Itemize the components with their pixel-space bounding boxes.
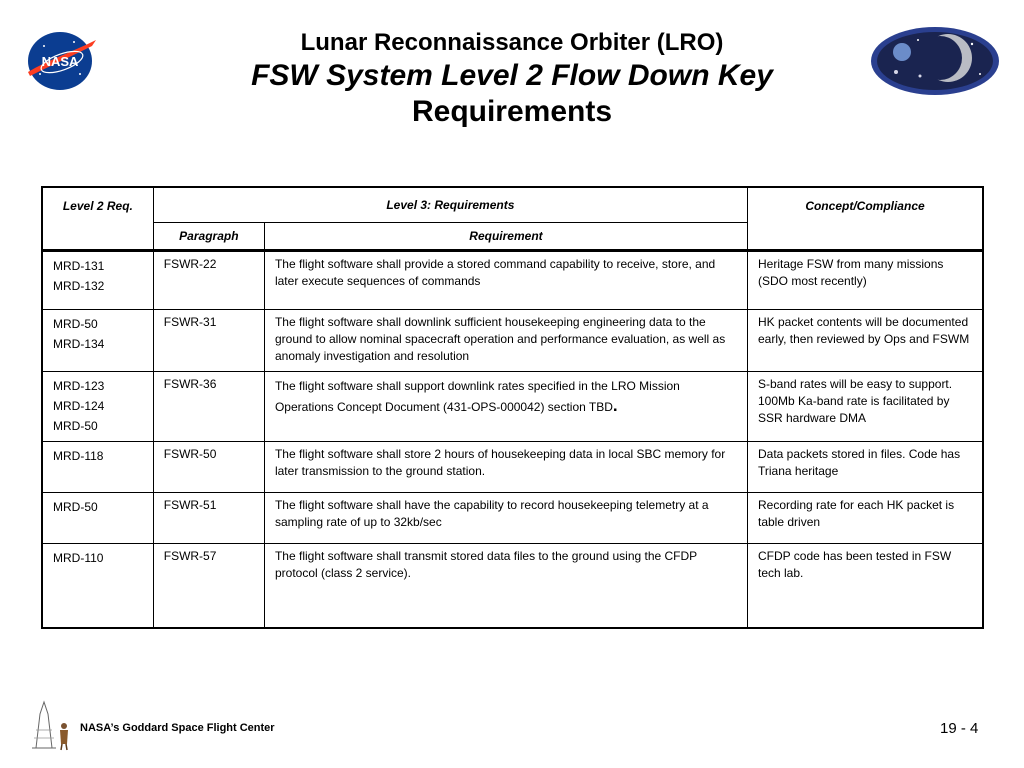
paragraph-cell: FSWR-50 <box>153 442 264 493</box>
paragraph-cell: FSWR-36 <box>153 372 264 442</box>
mrd-cell <box>42 544 153 629</box>
title-line-3: Requirements <box>411 95 613 128</box>
mrd-id: MRD-50 <box>53 419 98 433</box>
mrd-id: MRD-124 <box>53 399 105 413</box>
mrd-id: MRD-50 <box>53 500 98 514</box>
requirement-cell: The flight software shall provide a stored command capability to receive, store, and later execute sequences of commands <box>264 251 747 310</box>
page-title <box>200 28 824 130</box>
header-paragraph: Paragraph <box>153 223 264 251</box>
nasa-logo <box>24 30 98 92</box>
requirement-cell: The flight software shall have the capability to record housekeeping telemetry at a sampling rate of up to 32kb/sec <box>264 493 747 544</box>
title-line-2: FSW System Level 2 Flow Down Key <box>251 59 773 92</box>
mrd-cell <box>42 493 153 544</box>
concept-cell: Recording rate for each HK packet is table driven <box>748 493 984 544</box>
goddard-rocket-icon <box>30 700 74 752</box>
requirement-period: . <box>612 396 618 415</box>
requirement-text: The flight software shall support downlink rates specified in the LRO Mission Operations Concept Document (431-OPS-000042) section TBD <box>274 379 680 414</box>
table-row <box>42 251 983 310</box>
mrd-id: MRD-118 <box>53 449 104 463</box>
table-row <box>42 493 983 544</box>
nasa-logo-text: NASA <box>41 54 79 69</box>
mrd-id: MRD-134 <box>53 337 105 351</box>
mrd-id: MRD-131 <box>53 259 105 273</box>
mrd-cell <box>42 310 153 372</box>
requirement-cell: The flight software shall transmit stored data files to the ground using the CFDP protocol (class 2 service). <box>264 544 747 629</box>
title-line-1: Lunar Reconnaissance Orbiter (LRO) <box>300 29 724 56</box>
mrd-cell <box>42 251 153 310</box>
header-level2-req: Level 2 Req. <box>42 187 153 251</box>
header-level3-requirements: Level 3: Requirements <box>153 187 747 223</box>
mrd-cell <box>42 372 153 442</box>
paragraph-cell: FSWR-31 <box>153 310 264 372</box>
requirement-cell <box>264 372 747 442</box>
table-row <box>42 442 983 493</box>
concept-cell: Heritage FSW from many missions (SDO most recently) <box>748 251 984 310</box>
paragraph-cell: FSWR-51 <box>153 493 264 544</box>
requirement-cell: The flight software shall downlink sufficient housekeeping engineering data to the ground to allow nominal spacecraft operation and performance evaluation, as well as anomaly investigation and resolution <box>264 310 747 372</box>
page-number: 19 - 4 <box>940 720 979 737</box>
header-concept-compliance: Concept/Compliance <box>748 187 984 251</box>
paragraph-cell: FSWR-22 <box>153 251 264 310</box>
requirement-cell: The flight software shall store 2 hours of housekeeping data in local SBC memory for later transmission to the ground station. <box>264 442 747 493</box>
concept-cell: S-band rates will be easy to support. 100Mb Ka-band rate is facilitated by SSR hardware DMA <box>748 372 984 442</box>
mrd-id: MRD-110 <box>53 551 104 565</box>
requirements-table <box>41 186 984 629</box>
mrd-cell <box>42 442 153 493</box>
paragraph-cell: FSWR-57 <box>153 544 264 629</box>
mrd-id: MRD-50 <box>53 317 98 331</box>
table-row <box>42 372 983 442</box>
concept-cell: Data packets stored in files. Code has Triana heritage <box>748 442 984 493</box>
mrd-id: MRD-132 <box>53 279 105 293</box>
table-row <box>42 544 983 629</box>
concept-cell: CFDP code has been tested in FSW tech lab. <box>748 544 984 629</box>
mrd-id: MRD-123 <box>53 379 105 393</box>
concept-cell: HK packet contents will be documented early, then reviewed by Ops and FSWM <box>748 310 984 372</box>
header-requirement: Requirement <box>264 223 747 251</box>
table-row <box>42 310 983 372</box>
footer-org-name: NASA’s Goddard Space Flight Center <box>80 722 275 734</box>
lro-mission-logo <box>868 24 1002 98</box>
